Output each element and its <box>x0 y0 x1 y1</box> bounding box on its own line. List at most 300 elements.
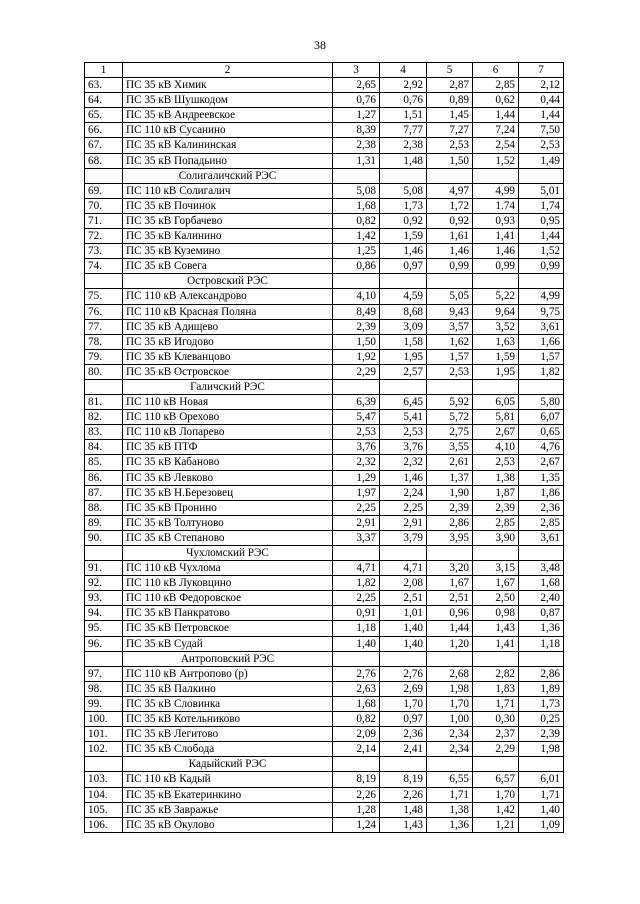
value-cell: 4,10 <box>473 440 519 455</box>
empty-cell <box>519 379 564 394</box>
value-cell: 1,44 <box>519 229 564 244</box>
value-cell: 1,46 <box>427 244 473 259</box>
value-cell: 2,12 <box>519 78 564 93</box>
group-header-row <box>85 379 564 394</box>
column-header: 4 <box>380 63 427 78</box>
row-number: 97. <box>85 666 123 681</box>
group-name: Галичский РЭС <box>123 379 333 394</box>
value-cell: 1,66 <box>519 334 564 349</box>
page-number: 38 <box>314 38 326 52</box>
value-cell: 1,27 <box>333 108 380 123</box>
value-cell: 5,08 <box>380 183 427 198</box>
value-cell: 4,99 <box>519 289 564 304</box>
table-row <box>85 244 564 259</box>
substation-name: ПС 35 кВ Котельниково <box>123 712 333 727</box>
value-cell: 1,20 <box>427 636 473 651</box>
empty-cell <box>427 757 473 772</box>
row-number: 64. <box>85 93 123 108</box>
table-row <box>85 319 564 334</box>
value-cell: 4,99 <box>473 183 519 198</box>
value-cell: 3,90 <box>473 530 519 545</box>
value-cell: 2,09 <box>333 727 380 742</box>
value-cell: 2,85 <box>519 515 564 530</box>
row-number: 71. <box>85 213 123 228</box>
value-cell: 1,68 <box>333 696 380 711</box>
value-cell: 4,97 <box>427 183 473 198</box>
value-cell: 2,39 <box>427 500 473 515</box>
value-cell: 2,61 <box>427 455 473 470</box>
substation-name: ПС 35 кВ Андреевское <box>123 108 333 123</box>
group-name: Островский РЭС <box>123 274 333 289</box>
value-cell: 2,39 <box>473 500 519 515</box>
substation-name: ПС 35 кВ ПТФ <box>123 440 333 455</box>
value-cell: 1,67 <box>473 576 519 591</box>
value-cell: 1,18 <box>519 636 564 651</box>
value-cell: 9,75 <box>519 304 564 319</box>
value-cell: 1,82 <box>333 576 380 591</box>
row-number: 94. <box>85 606 123 621</box>
value-cell: 0,65 <box>519 425 564 440</box>
value-cell: 2,86 <box>427 515 473 530</box>
value-cell: 2,25 <box>380 500 427 515</box>
value-cell: 1,59 <box>380 229 427 244</box>
value-cell: 1,46 <box>473 244 519 259</box>
row-number: 89. <box>85 515 123 530</box>
value-cell: 2,76 <box>333 666 380 681</box>
value-cell: 2,34 <box>427 742 473 757</box>
table-row <box>85 817 564 832</box>
substation-name: ПС 110 кВ Сусанино <box>123 123 333 138</box>
substation-name: ПС 110 кВ Солигалич <box>123 183 333 198</box>
value-cell: 7,50 <box>519 123 564 138</box>
value-cell: 1,21 <box>473 817 519 832</box>
substation-name: ПС 110 кВ Кадый <box>123 772 333 787</box>
value-cell: 5,22 <box>473 289 519 304</box>
value-cell: 1,38 <box>427 802 473 817</box>
value-cell: 2,39 <box>333 319 380 334</box>
value-cell: 2,38 <box>380 138 427 153</box>
value-cell: 0,99 <box>427 259 473 274</box>
value-cell: 0,92 <box>380 213 427 228</box>
value-cell: 2,51 <box>380 591 427 606</box>
value-cell: 1,40 <box>380 636 427 651</box>
empty-cell <box>380 757 427 772</box>
value-cell: 5,47 <box>333 410 380 425</box>
row-number: 84. <box>85 440 123 455</box>
empty-cell <box>380 546 427 561</box>
value-cell: 3,61 <box>519 319 564 334</box>
row-number: 81. <box>85 395 123 410</box>
substation-name: ПС 35 кВ Починок <box>123 198 333 213</box>
substation-name: ПС 35 кВ Шушкодом <box>123 93 333 108</box>
value-cell: 1,50 <box>427 153 473 168</box>
table-row <box>85 349 564 364</box>
value-cell: 2,29 <box>473 742 519 757</box>
table-row <box>85 440 564 455</box>
substation-name: ПС 110 кВ Антропово (р) <box>123 666 333 681</box>
value-cell: 7,77 <box>380 123 427 138</box>
row-number: 85. <box>85 455 123 470</box>
table-row <box>85 425 564 440</box>
value-cell: 6,01 <box>519 772 564 787</box>
value-cell: 2,65 <box>333 78 380 93</box>
value-cell: 1,46 <box>380 470 427 485</box>
substation-name: ПС 35 кВ Палкино <box>123 681 333 696</box>
value-cell: 1,67 <box>427 576 473 591</box>
empty-cell <box>427 651 473 666</box>
table-row <box>85 636 564 651</box>
value-cell: 2,51 <box>427 591 473 606</box>
value-cell: 6,55 <box>427 772 473 787</box>
value-cell: 3,57 <box>427 319 473 334</box>
value-cell: 2,53 <box>519 138 564 153</box>
table-row <box>85 772 564 787</box>
substation-name: ПС 35 кВ Словинка <box>123 696 333 711</box>
value-cell: 3,15 <box>473 561 519 576</box>
value-cell: 1,41 <box>473 636 519 651</box>
value-cell: 1,57 <box>427 349 473 364</box>
substation-name: ПС 35 кВ Попадьино <box>123 153 333 168</box>
value-cell: 2,68 <box>427 666 473 681</box>
value-cell: 7,27 <box>427 123 473 138</box>
value-cell: 0,82 <box>333 213 380 228</box>
value-cell: 1,71 <box>427 787 473 802</box>
table-row <box>85 515 564 530</box>
value-cell: 2,67 <box>519 455 564 470</box>
table-row <box>85 696 564 711</box>
value-cell: 1,09 <box>519 817 564 832</box>
table-body <box>85 78 564 833</box>
table-row <box>85 395 564 410</box>
row-number: 86. <box>85 470 123 485</box>
value-cell: 3,95 <box>427 530 473 545</box>
value-cell: 0,95 <box>519 213 564 228</box>
value-cell: 3,09 <box>380 319 427 334</box>
empty-cell <box>85 546 123 561</box>
value-cell: 2,57 <box>380 364 427 379</box>
table-row <box>85 93 564 108</box>
row-number: 77. <box>85 319 123 334</box>
value-cell: 1,70 <box>427 696 473 711</box>
table-row <box>85 666 564 681</box>
value-cell: 0,91 <box>333 606 380 621</box>
value-cell: 1,40 <box>380 621 427 636</box>
value-cell: 8,19 <box>380 772 427 787</box>
substation-name: ПС 35 кВ Островское <box>123 364 333 379</box>
group-header-row <box>85 546 564 561</box>
value-cell: 5,05 <box>427 289 473 304</box>
value-cell: 1,70 <box>473 787 519 802</box>
table-row <box>85 802 564 817</box>
empty-cell <box>85 757 123 772</box>
value-cell: 4,10 <box>333 289 380 304</box>
value-cell: 2,75 <box>427 425 473 440</box>
value-cell: 1,58 <box>380 334 427 349</box>
value-cell: 2,29 <box>333 364 380 379</box>
value-cell: 1,51 <box>380 108 427 123</box>
group-header-row <box>85 651 564 666</box>
empty-cell <box>427 546 473 561</box>
value-cell: 6,57 <box>473 772 519 787</box>
row-number: 75. <box>85 289 123 304</box>
value-cell: 0,89 <box>427 93 473 108</box>
value-cell: 1,98 <box>519 742 564 757</box>
substation-name: ПС 35 кВ Калининская <box>123 138 333 153</box>
value-cell: 5,08 <box>333 183 380 198</box>
substation-name: ПС 110 кВ Лопарево <box>123 425 333 440</box>
table-row <box>85 183 564 198</box>
value-cell: 0,97 <box>380 259 427 274</box>
value-cell: 1,95 <box>473 364 519 379</box>
value-cell: 1,82 <box>519 364 564 379</box>
value-cell: 1,35 <box>519 470 564 485</box>
substation-name: ПС 35 кВ Степаново <box>123 530 333 545</box>
row-number: 93. <box>85 591 123 606</box>
value-cell: 2,86 <box>519 666 564 681</box>
value-cell: 8,19 <box>333 772 380 787</box>
substation-name: ПС 35 кВ Легитово <box>123 727 333 742</box>
column-header: 2 <box>123 63 333 78</box>
row-number: 104. <box>85 787 123 802</box>
value-cell: 1,43 <box>380 817 427 832</box>
substation-name: ПС 35 кВ Совега <box>123 259 333 274</box>
value-cell: 3,79 <box>380 530 427 545</box>
substation-name: ПС 35 кВ Окулово <box>123 817 333 832</box>
value-cell: 5,80 <box>519 395 564 410</box>
value-cell: 1,73 <box>380 198 427 213</box>
substation-name: ПС 35 кВ Игодово <box>123 334 333 349</box>
value-cell: 1,90 <box>427 485 473 500</box>
value-cell: 2,53 <box>427 138 473 153</box>
value-cell: 2,37 <box>473 727 519 742</box>
value-cell: 2,85 <box>473 78 519 93</box>
table-row <box>85 138 564 153</box>
row-number: 103. <box>85 772 123 787</box>
value-cell: 1,40 <box>519 802 564 817</box>
value-cell: 2,67 <box>473 425 519 440</box>
value-cell: 1,68 <box>333 198 380 213</box>
column-header: 7 <box>519 63 564 78</box>
table-row <box>85 364 564 379</box>
value-cell: 3,55 <box>427 440 473 455</box>
value-cell: 1,62 <box>427 334 473 349</box>
value-cell: 2,25 <box>333 591 380 606</box>
row-number: 92. <box>85 576 123 591</box>
substation-name: ПС 35 кВ Кабаново <box>123 455 333 470</box>
value-cell: 3,20 <box>427 561 473 576</box>
value-cell: 1,48 <box>380 802 427 817</box>
value-cell: 1,52 <box>473 153 519 168</box>
row-number: 70. <box>85 198 123 213</box>
value-cell: 1,92 <box>333 349 380 364</box>
group-header-row <box>85 274 564 289</box>
value-cell: 0,30 <box>473 712 519 727</box>
value-cell: 2,32 <box>380 455 427 470</box>
table-row <box>85 576 564 591</box>
value-cell: 2,38 <box>333 138 380 153</box>
table-row <box>85 455 564 470</box>
table-row <box>85 561 564 576</box>
value-cell: 3,52 <box>473 319 519 334</box>
value-cell: 1,28 <box>333 802 380 817</box>
empty-cell <box>427 274 473 289</box>
value-cell: 1,37 <box>427 470 473 485</box>
group-header-row <box>85 757 564 772</box>
group-name: Кадыйский РЭС <box>123 757 333 772</box>
substation-name: ПС 35 кВ Петровское <box>123 621 333 636</box>
value-cell: 2,50 <box>473 591 519 606</box>
value-cell: 1,48 <box>380 153 427 168</box>
value-cell: 1,86 <box>519 485 564 500</box>
empty-cell <box>473 274 519 289</box>
table-row <box>85 334 564 349</box>
value-cell: 5,01 <box>519 183 564 198</box>
substation-name: ПС 35 кВ Панкратово <box>123 606 333 621</box>
value-cell: 6,05 <box>473 395 519 410</box>
empty-cell <box>333 757 380 772</box>
value-cell: 1,71 <box>519 787 564 802</box>
substation-name: ПС 35 кВ Пронино <box>123 500 333 515</box>
substation-name: ПС 35 кВ Завражье <box>123 802 333 817</box>
substation-name: ПС 110 кВ Федоровское <box>123 591 333 606</box>
value-cell: 1,40 <box>333 636 380 651</box>
empty-cell <box>519 274 564 289</box>
value-cell: 1,89 <box>519 681 564 696</box>
value-cell: 6,39 <box>333 395 380 410</box>
value-cell: 0,93 <box>473 213 519 228</box>
substation-name: ПС 35 кВ Химик <box>123 78 333 93</box>
table-row <box>85 787 564 802</box>
value-cell: 0,92 <box>427 213 473 228</box>
value-cell: 9,43 <box>427 304 473 319</box>
value-cell: 4,59 <box>380 289 427 304</box>
value-cell: 1,74 <box>519 198 564 213</box>
substation-name: ПС 35 кВ Куземино <box>123 244 333 259</box>
substation-name: ПС 110 кВ Луковцино <box>123 576 333 591</box>
value-cell: 1,95 <box>380 349 427 364</box>
value-cell: 1,29 <box>333 470 380 485</box>
value-cell: 1,44 <box>519 108 564 123</box>
value-cell: 2,08 <box>380 576 427 591</box>
value-cell: 1,43 <box>473 621 519 636</box>
empty-cell <box>473 651 519 666</box>
empty-cell <box>427 379 473 394</box>
value-cell: 0,99 <box>519 259 564 274</box>
value-cell: 5,72 <box>427 410 473 425</box>
value-cell: 1,50 <box>333 334 380 349</box>
value-cell: 2,24 <box>380 485 427 500</box>
row-number: 80. <box>85 364 123 379</box>
value-cell: 2,25 <box>333 500 380 515</box>
row-number: 82. <box>85 410 123 425</box>
row-number: 87. <box>85 485 123 500</box>
row-number: 105. <box>85 802 123 817</box>
value-cell: 2,54 <box>473 138 519 153</box>
row-number: 78. <box>85 334 123 349</box>
value-cell: 2,36 <box>380 727 427 742</box>
substation-name: ПС 35 кВ Судай <box>123 636 333 651</box>
value-cell: 0,62 <box>473 93 519 108</box>
value-cell: 2,63 <box>333 681 380 696</box>
value-cell: 1,42 <box>473 802 519 817</box>
value-cell: 0,97 <box>380 712 427 727</box>
substation-name: ПС 35 кВ Адищево <box>123 319 333 334</box>
value-cell: 1,70 <box>380 696 427 711</box>
row-number: 99. <box>85 696 123 711</box>
row-number: 74. <box>85 259 123 274</box>
column-header: 3 <box>333 63 380 78</box>
table-row <box>85 727 564 742</box>
empty-cell <box>473 379 519 394</box>
value-cell: 2,53 <box>427 364 473 379</box>
row-number: 96. <box>85 636 123 651</box>
empty-cell <box>85 379 123 394</box>
value-cell: 0,76 <box>333 93 380 108</box>
empty-cell <box>333 168 380 183</box>
column-header: 6 <box>473 63 519 78</box>
value-cell: 5,92 <box>427 395 473 410</box>
empty-cell <box>333 546 380 561</box>
value-cell: 1,42 <box>333 229 380 244</box>
value-cell: 1,87 <box>473 485 519 500</box>
value-cell: 1,44 <box>427 621 473 636</box>
value-cell: 0,98 <box>473 606 519 621</box>
row-number: 91. <box>85 561 123 576</box>
value-cell: 1,36 <box>519 621 564 636</box>
value-cell: 1,36 <box>427 817 473 832</box>
value-cell: 8,49 <box>333 304 380 319</box>
value-cell: 1,97 <box>333 485 380 500</box>
value-cell: 2,26 <box>333 787 380 802</box>
empty-cell <box>85 274 123 289</box>
row-number: 102. <box>85 742 123 757</box>
empty-cell <box>427 168 473 183</box>
row-number: 95. <box>85 621 123 636</box>
value-cell: 1,73 <box>519 696 564 711</box>
substation-name: ПС 35 кВ Н.Березовец <box>123 485 333 500</box>
value-cell: 0,25 <box>519 712 564 727</box>
column-header: 1 <box>85 63 123 78</box>
table-row <box>85 108 564 123</box>
value-cell: 5,41 <box>380 410 427 425</box>
empty-cell <box>473 757 519 772</box>
empty-cell <box>380 379 427 394</box>
empty-cell <box>519 546 564 561</box>
table-row <box>85 606 564 621</box>
row-number: 72. <box>85 229 123 244</box>
table-row <box>85 500 564 515</box>
value-cell: 1,57 <box>519 349 564 364</box>
value-cell: 1,83 <box>473 681 519 696</box>
row-number: 100. <box>85 712 123 727</box>
value-cell: 0,86 <box>333 259 380 274</box>
value-cell: 2,14 <box>333 742 380 757</box>
row-number: 90. <box>85 530 123 545</box>
row-number: 106. <box>85 817 123 832</box>
value-cell: 6,07 <box>519 410 564 425</box>
table-row <box>85 621 564 636</box>
value-cell: 1.74 <box>473 198 519 213</box>
value-cell: 2,32 <box>333 455 380 470</box>
value-cell: 1,71 <box>473 696 519 711</box>
value-cell: 3,48 <box>519 561 564 576</box>
value-cell: 0,82 <box>333 712 380 727</box>
row-number: 63. <box>85 78 123 93</box>
value-cell: 4,71 <box>380 561 427 576</box>
substation-name: ПС 35 кВ Калинино <box>123 229 333 244</box>
value-cell: 0,44 <box>519 93 564 108</box>
value-cell: 3,61 <box>519 530 564 545</box>
